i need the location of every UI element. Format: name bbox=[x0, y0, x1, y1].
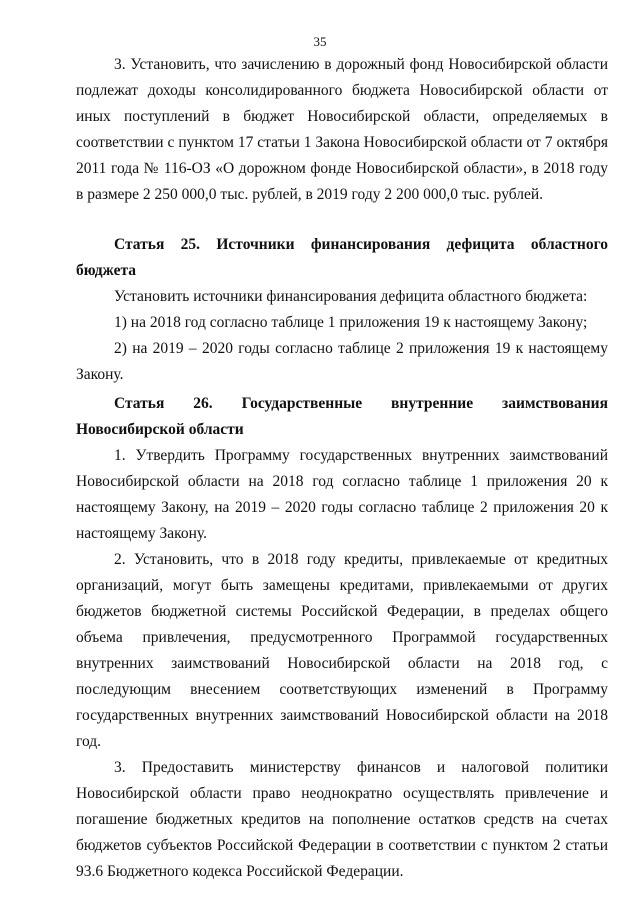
article-25-item-1: 1) на 2018 год согласно таблице 1 приложения 19 к настоящему Закону; bbox=[114, 314, 588, 331]
article-25-item-2: 2) на 2019 – 2020 годы согласно таблице 2 приложения 19 к настоящему Закону. bbox=[76, 340, 608, 383]
page-number: 35 bbox=[313, 34, 327, 49]
article-26-heading-line2: Новосибирской области bbox=[76, 421, 244, 438]
article-26-paragraph-1: 1. Утвердить Программу государственных внутренних заимствований Новосибирской области на 2018 год согласно таблице 1 приложения 20 к настоящему Закону, на 2019 – 2020 годы согласно таблице 2 приложения 20 к настоящему Закону. bbox=[76, 447, 608, 542]
article-25 bbox=[76, 232, 608, 388]
dorozhny-fond-section bbox=[76, 52, 608, 208]
article-26-paragraph-3: 3. Предоставить министерству финансов и налоговой политики Новосибирской области право неоднократно осуществлять привлечение и погашение бюджетных кредитов на пополнение остатков средств на счетах бюджетов субъектов Российской Федерации в соответствии с пунктом 2 статьи 93.6 Бюджетного кодекса Российской Федерации. bbox=[76, 759, 608, 880]
paragraph-3-road-fund: 3. Установить, что зачислению в дорожный фонд Новосибирской области подлежат доходы консолидированного бюджета Новосибирской области от иных поступлений в бюджет Новосибирской области, определяемых в соответствии с пунктом 17 статьи 1 Закона Новосибирской области от 7 октября 2011 года № 116-ОЗ «О дорожном фонде Новосибирской области», в 2018 году в размере 2 250 000,0 тыс. рублей, в 2019 году 2 200 000,0 тыс. рублей. bbox=[76, 56, 608, 203]
article-25-heading: Статья 25. Источники финансирования дефицита областного бюджета bbox=[76, 236, 608, 279]
article-26-paragraph-2: 2. Установить, что в 2018 году кредиты, привлекаемые от кредитных организаций, могут быть замещены кредитами, привлекаемыми от других бюджетов бюджетной системы Российской Федерации, в пределах общего объема привлечения, предусмотренного Программой государственных внутренних заимствований Новосибирской области на 2018 год, с последующим внесением соответствующих изменений в Программу государственных внутренних заимствований Новосибирской области на 2018 год. bbox=[76, 551, 608, 750]
article-26-heading-line1: Статья 26. Государственные внутренние заимствования bbox=[114, 395, 608, 412]
article-26 bbox=[76, 391, 608, 885]
article-25-intro: Установить источники финансирования дефицита областного бюджета: bbox=[114, 288, 588, 305]
